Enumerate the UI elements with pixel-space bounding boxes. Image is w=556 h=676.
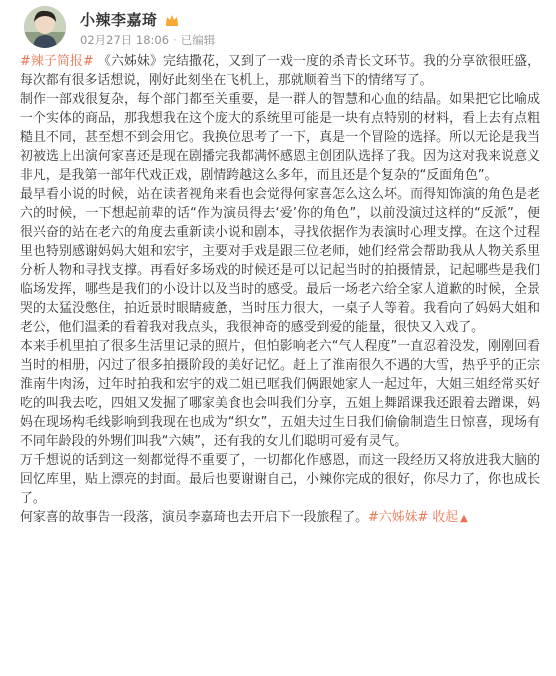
crown-badge-icon xyxy=(164,12,180,28)
collapse-label: 收起 xyxy=(432,510,459,525)
avatar[interactable] xyxy=(24,6,66,48)
meta-separator: · xyxy=(173,33,177,47)
post-header xyxy=(20,0,540,52)
collapse-button[interactable] xyxy=(432,510,467,525)
username-text[interactable]: 小辣李嘉琦 xyxy=(80,11,158,29)
paragraph-gratitude: 万千想说的话到这一刻都觉得不重要了，一切都化作感恩，而这一段经历又将放进我大脑的回忆库里，贴上漂亮的封面。最后也要谢谢自己，小辣你完成的很好，你尽力了，你也成长了。 xyxy=(20,453,540,506)
post-time[interactable]: 02月27日 18:06 xyxy=(80,33,170,47)
topic-tag-briefing[interactable]: #辣子简报# xyxy=(20,54,94,69)
paragraph-memories: 本来手机里拍了很多生活里记录的照片，但怕影响老六“气人程度”一直忍着没发，刚刚回看当时的相册，闪过了很多拍摄阶段的美好记忆。赶上了淮南很久不遇的大雪，热乎乎的正宗淮南牛肉汤，过年时拍我和宏宇的戏二姐已哐我们俩跟她家人一起过年，大姐三姐经常买好吃的叫我去吃，四姐又发掘了哪家美食也会叫我们分享，五姐上舞蹈课我还跟着去蹭课，妈妈在现场构毛线影响到我现在也成为“织女”，五姐夫过生日我们偷偷制造生日惊喜，现场有不同年龄段的外甥们叫我“六姨”，还有我的女儿们聪明可爱有灵气。 xyxy=(20,339,540,449)
post-content xyxy=(20,52,540,528)
post-meta xyxy=(80,32,215,48)
paragraph-production: 制作一部戏很复杂，每个部门都至关重要，是一群人的智慧和心血的结晶。如果把它比喻成一个实体的商品，那我想我在这个庞大的系统里可能是一块有点特别的材料，看上去有点粗糙且不同，甚至想不到会用它。我换位思考了一下，真是一个冒险的选择。所以无论是我当初被选上出演何家喜还是现在剧播完我都满怀感恩主创团队选择了我。因为这对我来说意义非凡，是我第一部年代戏正戏，剧情跨越这么多年，而且还是个复杂的“反面角色”。 xyxy=(20,92,540,183)
topic-tag-show[interactable]: #六姊妹# xyxy=(368,510,429,525)
paragraph-closing-text: 何家喜的故事告一段落，演员李嘉琦也去开启下一段旅程了。 xyxy=(20,510,369,525)
chevron-up-icon: ▲ xyxy=(460,513,468,524)
paragraph-intro-text: 《六姊妹》完结撒花，又到了一戏一度的杀青长文环节。我的分享欲很旺盛，每次都有很多话想说，刚好此刻坐在飞机上，那就顺着当下的情绪写了。 xyxy=(20,54,540,88)
avatar-image xyxy=(24,6,66,48)
post-source: 已编辑 xyxy=(180,33,216,47)
paragraph-character: 最早看小说的时候，站在读者视角来看也会觉得何家喜怎么这么坏。而得知饰演的角色是老六的时候，一下想起前辈的话“作为演员得去‘爱’你的角色”，以前没演过这样的“反派”，便很兴奋的站在老六的角度去重新读小说和剧本，寻找依据作为表演时心理支撑。在这个过程里也特别感谢妈妈大姐和宏宇，主要对手戏是跟三位老师，她们经常会帮助我从人物关系里分析人物和寻找支撑。再看好多场戏的时候还是可以记起当时的拍摄情景，记起哪些是我们临场发挥，哪些是我们的小设计以及当时的感受。最后一场老六给全家人道歉的时候，全景哭的太猛没憋住，拍近景时眼睛疲惫，当时压力很大，一桌子人等着。我看向了妈妈大姐和老公，他们温柔的看着我对我点头，我很神奇的感受到爱的能量，很快又入戏了。 xyxy=(20,187,540,335)
paragraph-intro xyxy=(20,52,540,90)
paragraph-closing xyxy=(20,508,540,528)
username[interactable] xyxy=(80,9,180,30)
